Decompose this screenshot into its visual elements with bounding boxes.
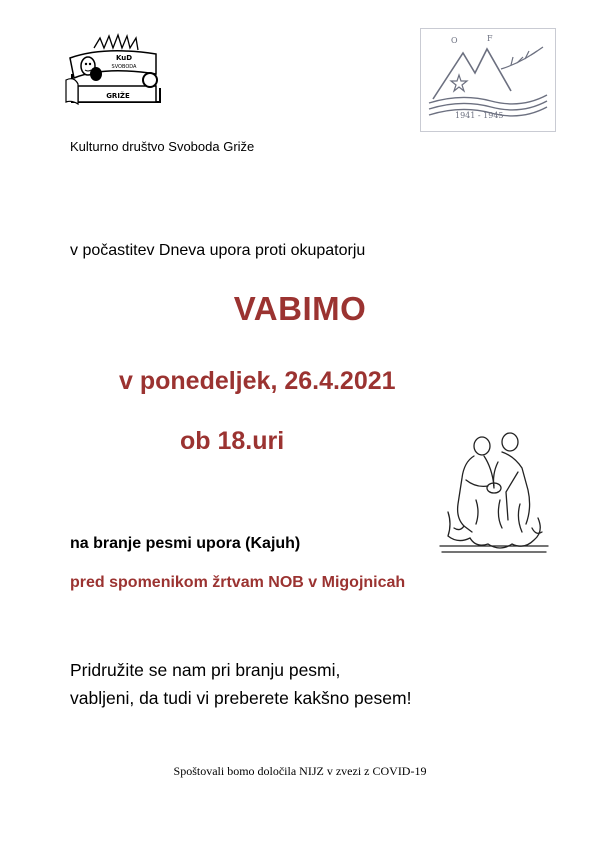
- svg-text:GRIŽE: GRIŽE: [106, 92, 130, 100]
- society-name: Kulturno društvo Svoboda Griže: [70, 139, 255, 154]
- headline: VABIMO: [233, 290, 367, 327]
- svg-text:KuD: KuD: [115, 54, 133, 62]
- of-1941-1945-logo: [420, 28, 556, 132]
- covid-footnote: Spoštovali bomo določila NIJZ v zvezi z COVID-19: [173, 764, 427, 778]
- kud-svoboda-logo: [64, 30, 170, 110]
- event-time: ob 18.uri: [180, 427, 285, 455]
- svg-text:O: O: [451, 36, 458, 45]
- invitation-line-1: Pridružite se nam pri branju pesmi,: [70, 660, 341, 680]
- of-logo-years: 1941 - 1945: [455, 111, 504, 120]
- svg-text:F: F: [487, 34, 493, 43]
- invitation-line-2: vabljeni, da tudi vi preberete kakšno pesem!: [70, 688, 412, 708]
- event-location: pred spomenikom žrtvam NOB v Migojnicah: [70, 574, 406, 591]
- nob-monument-sketch: [436, 428, 554, 560]
- event-date: v ponedeljek, 26.4.2021: [119, 367, 396, 395]
- occasion-line: v počastitev Dneva upora proti okupatorju: [70, 242, 366, 259]
- event-description: na branje pesmi upora (Kajuh): [70, 535, 301, 552]
- invitation-text: [70, 656, 411, 712]
- svg-text:SVOBODA: SVOBODA: [111, 64, 137, 70]
